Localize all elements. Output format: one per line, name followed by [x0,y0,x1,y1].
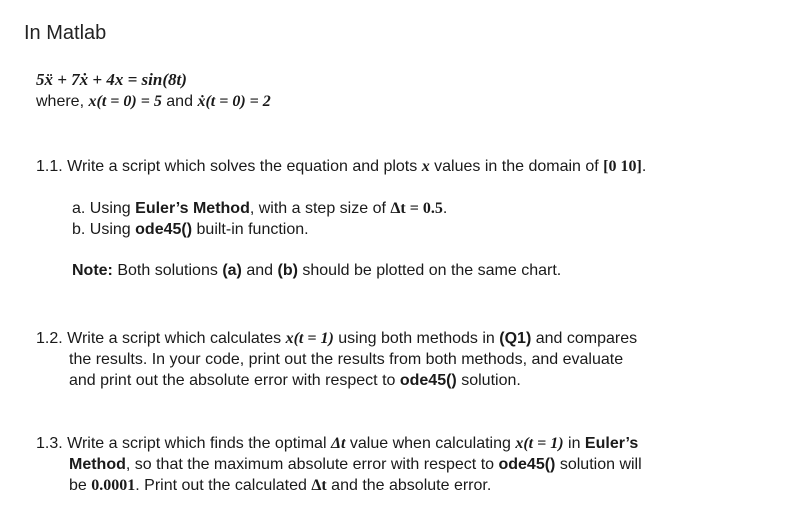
question-1-3-line-2: Method, so that the maximum absolute error with respect to ode45() solution will [69,456,642,473]
question-1-2-line-2: the results. In your code, print out the results from both methods, and evaluate [69,351,624,368]
question-1-3-line-1: 1.3. Write a script which finds the optimal Δt value when calculating x(t = 1) in Euler’s [36,435,639,452]
question-1-2-line-3: and print out the absolute error with respect to ode45() solution. [69,372,521,389]
question-1-1: 1.1. Write a script which solves the equation and plots x values in the domain of [0 10]. [36,158,647,175]
question-1-1-b: b. Using ode45() built-in function. [72,221,309,238]
question-1-1-note: Note: Both solutions (a) and (b) should be plotted on the same chart. [72,262,562,279]
question-1-3 [36,433,642,496]
question-1-2 [36,328,637,391]
differential-equation: 5ẍ + 7ẋ + 4x = sin(8t) [36,70,187,89]
initial-conditions: where, x(t = 0) = 5 and ẋ(t = 0) = 2 [36,93,271,110]
question-1-1-a: a. Using Euler’s Method, with a step size of Δt = 0.5. [72,200,448,217]
page-heading: In Matlab [24,22,107,44]
question-1-2-line-1: 1.2. Write a script which calculates x(t = 1) using both methods in (Q1) and compares [36,330,638,347]
question-1-3-line-3: be 0.0001. Print out the calculated Δt and the absolute error. [69,477,492,494]
